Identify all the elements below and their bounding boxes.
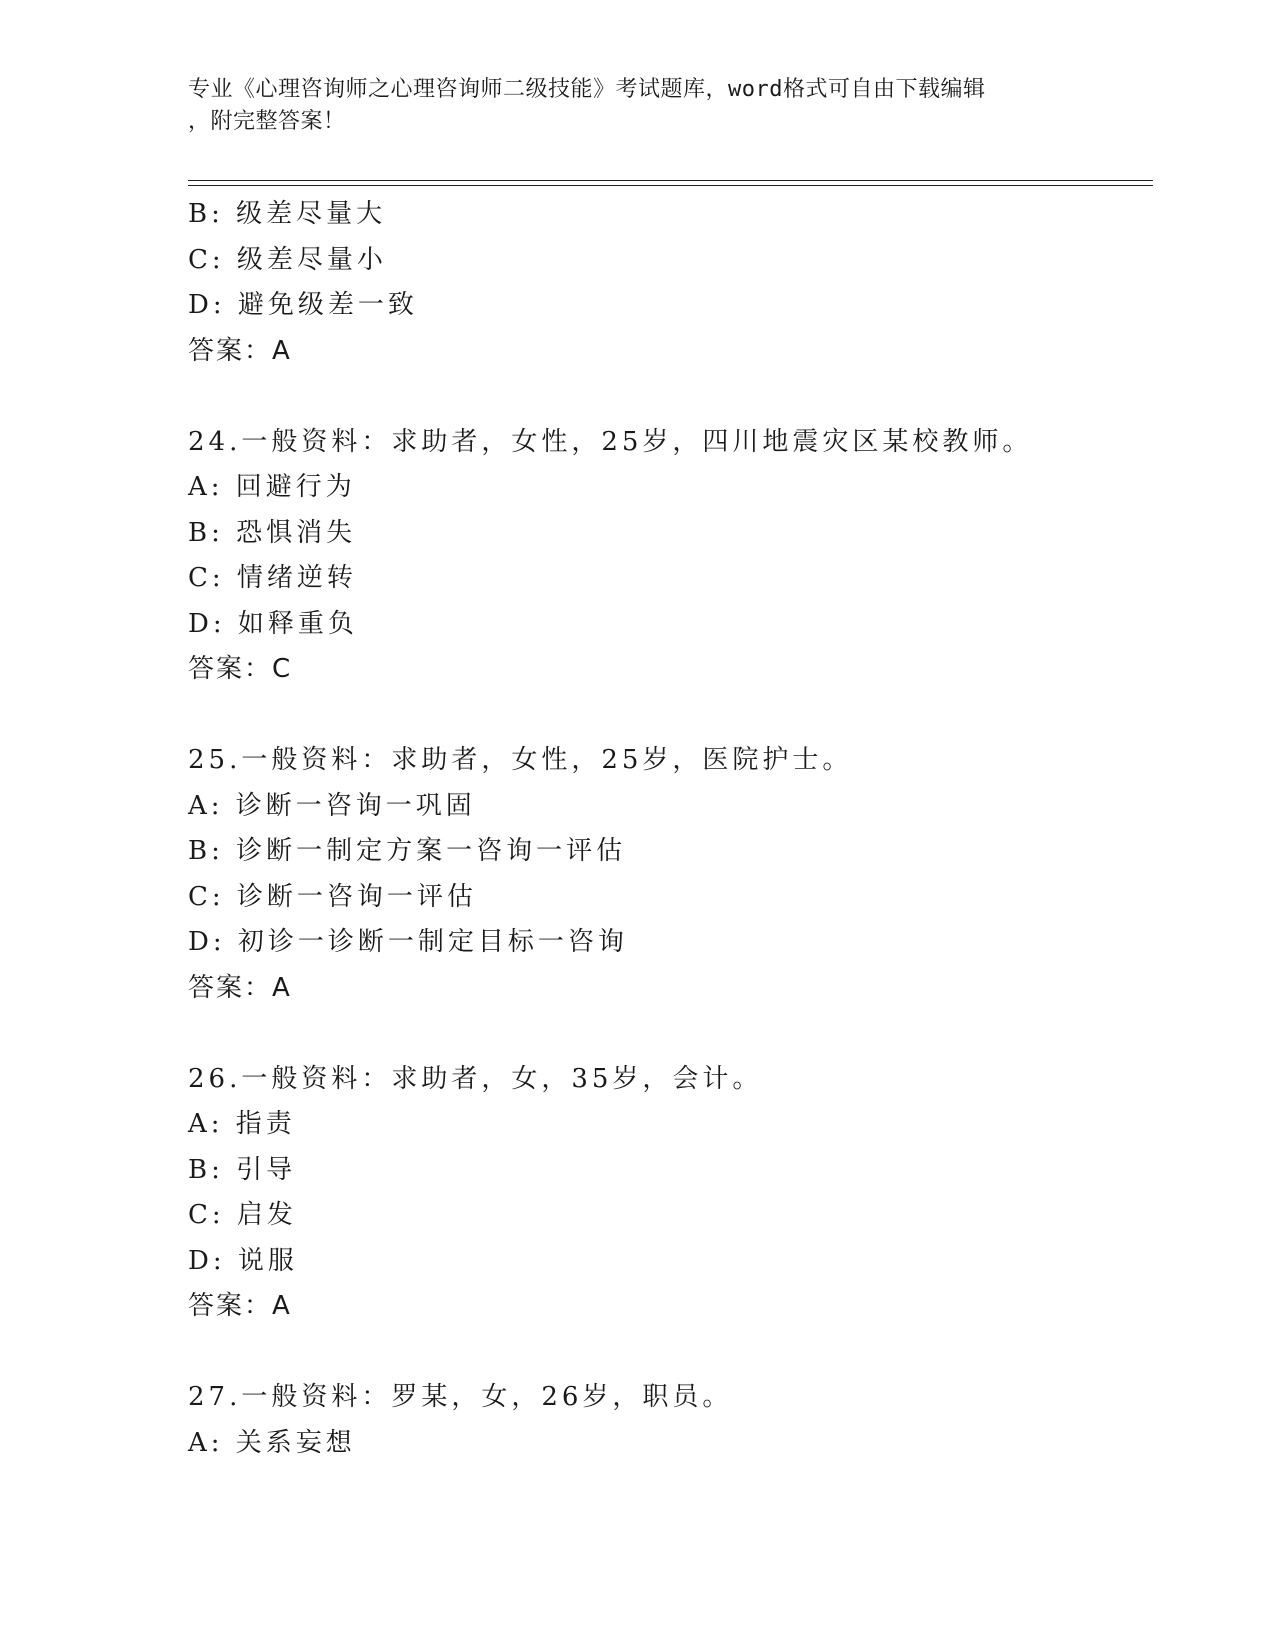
option-c: C: 诊断一咨询一评估: [188, 881, 477, 912]
question-block-24: [188, 420, 1148, 693]
document-header: [188, 74, 1068, 138]
header-divider-bottom: [188, 185, 1153, 186]
question-stem: 27.一般资料：罗某，女，26岁，职员。: [188, 1382, 733, 1412]
question-stem: 25.一般资料：求助者，女性，25岁，医院护士。: [188, 745, 853, 775]
spacer: [188, 693, 1148, 739]
option-c: C: 级差尽量小: [188, 244, 387, 275]
question-stem: 24.一般资料：求助者，女性，25岁，四川地震灾区某校教师。: [188, 426, 1033, 457]
answer-line: 答案：A: [188, 1291, 292, 1321]
header-title-line-1: 专业《心理咨询师之心理咨询师二级技能》考试题库，word格式可自由下载编辑: [188, 77, 986, 102]
question-block-26: [188, 1057, 1148, 1330]
option-c: C: 启发: [188, 1200, 297, 1230]
option-d: D: 初诊一诊断一制定目标一咨询: [188, 927, 628, 957]
option-b: B: 恐惧消失: [188, 517, 357, 548]
question-block-23: [188, 192, 1148, 374]
option-a: A: 诊断一咨询一巩固: [188, 790, 476, 821]
header-title-line-2: ，附完整答案！: [188, 109, 346, 134]
option-d: D: 说服: [188, 1245, 298, 1276]
question-block-27: [188, 1375, 1148, 1466]
header-divider-top: [188, 180, 1153, 181]
spacer: [188, 374, 1148, 420]
option-c: C: 情绪逆转: [188, 563, 357, 593]
spacer: [188, 1330, 1148, 1376]
answer-line: 答案：A: [188, 335, 292, 366]
answer-line: 答案：C: [188, 654, 293, 684]
option-a: A: 回避行为: [188, 472, 356, 502]
option-d: D: 避免级差一致: [188, 290, 418, 320]
option-a: A: 关系妄想: [188, 1427, 356, 1458]
spacer: [188, 1011, 1148, 1057]
question-stem: 26.一般资料：求助者，女，35岁，会计。: [188, 1063, 763, 1094]
option-d: D: 如释重负: [188, 608, 358, 639]
question-block-25: [188, 738, 1148, 1011]
option-a: A: 指责: [188, 1109, 296, 1139]
option-b: B: 引导: [188, 1154, 297, 1185]
option-b: B: 级差尽量大: [188, 199, 387, 229]
option-b: B: 诊断一制定方案一咨询一评估: [188, 836, 627, 866]
answer-line: 答案：A: [188, 972, 292, 1003]
question-list: [188, 192, 1148, 1466]
